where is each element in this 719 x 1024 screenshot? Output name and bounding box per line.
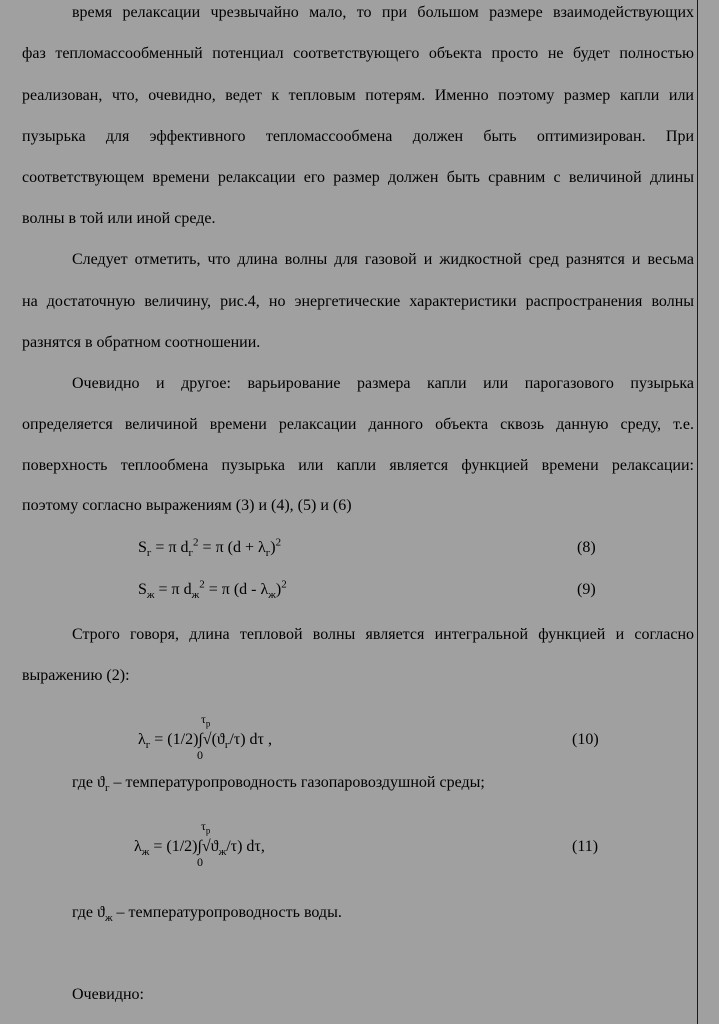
text-line: поверхность теплообмена пузырька или капли является функцией времени релаксации:: [22, 457, 694, 474]
text-line: соответствующем времени релаксации его размер должен быть сравним с величиной длины: [22, 169, 694, 186]
equation-9-number: (9): [577, 581, 596, 598]
integral-upper-limit: $\tau_p$: [201, 712, 211, 729]
page-right-border: [697, 0, 698, 1024]
text-line: волны в той или иной среде.: [22, 210, 216, 227]
equation-11: $\lambda_ж = (1/2)\int√ϑ_ж/\tau$) dτ,: [134, 838, 265, 859]
integral-lower-limit: 0: [197, 855, 203, 869]
equation-8-number: (8): [577, 539, 596, 556]
integral-upper-limit: $\tau_p$: [201, 819, 211, 836]
text-line: поэтому согласно выражениям (3) и (4), (5) и (6): [22, 497, 352, 514]
equation-10-number: (10): [572, 731, 599, 748]
text-line: время релаксации чрезвычайно мало, то при большом размере взаимодействующих: [72, 4, 694, 21]
text-line: Следует отметить, что длина волны для газовой и жидкостной сред разнятся и весьма: [72, 251, 694, 268]
text-line: определяется величиной времени релаксации данного объекта сквозь данную среду, т.е.: [22, 416, 694, 433]
equation-9: $S_ж = \pi$ $d_ж^2 = \pi$ $(d - \lambda_ж)^2$: [138, 578, 287, 602]
text-line: разнятся в обратном соотношении.: [22, 334, 261, 351]
text-line: реализован, что, очевидно, ведет к тепловым потерям. Именно поэтому размер капли или: [22, 87, 694, 104]
closing-line: Очевидно:: [72, 986, 144, 1003]
text-line: выражению (2):: [22, 667, 130, 684]
definition-line: где $ϑ_ж$ – температуропроводность воды.: [72, 904, 342, 925]
text-line: на достаточную величину, рис.4, но энергетические характеристики распространения волны: [22, 293, 694, 310]
text-line: пузырька для эффективного тепломассообмена должен быть оптимизирован. При: [22, 128, 694, 145]
definition-line: где $ϑ_г$ – температуропроводность газопаровоздушной среды;: [72, 774, 485, 795]
text-line: Очевидно и другое: варьирование размера капли или парогазового пузырька: [72, 375, 694, 392]
equation-8: $S_г = \pi$ $d_г^2 = \pi$ $(d + \lambda_г)^2$: [138, 536, 282, 560]
equation-10: $\lambda_г = (1/2)\int√(ϑ_г/\tau)$ dτ ,: [138, 731, 272, 752]
integral-lower-limit: 0: [197, 748, 203, 762]
equation-11-number: (11): [572, 838, 599, 855]
text-line: фаз тепломассообменный потенциал соответствующего объекта просто не будет полностью: [22, 45, 694, 62]
text-line: Строго говоря, длина тепловой волны является интегральной функцией и согласно: [72, 626, 694, 643]
